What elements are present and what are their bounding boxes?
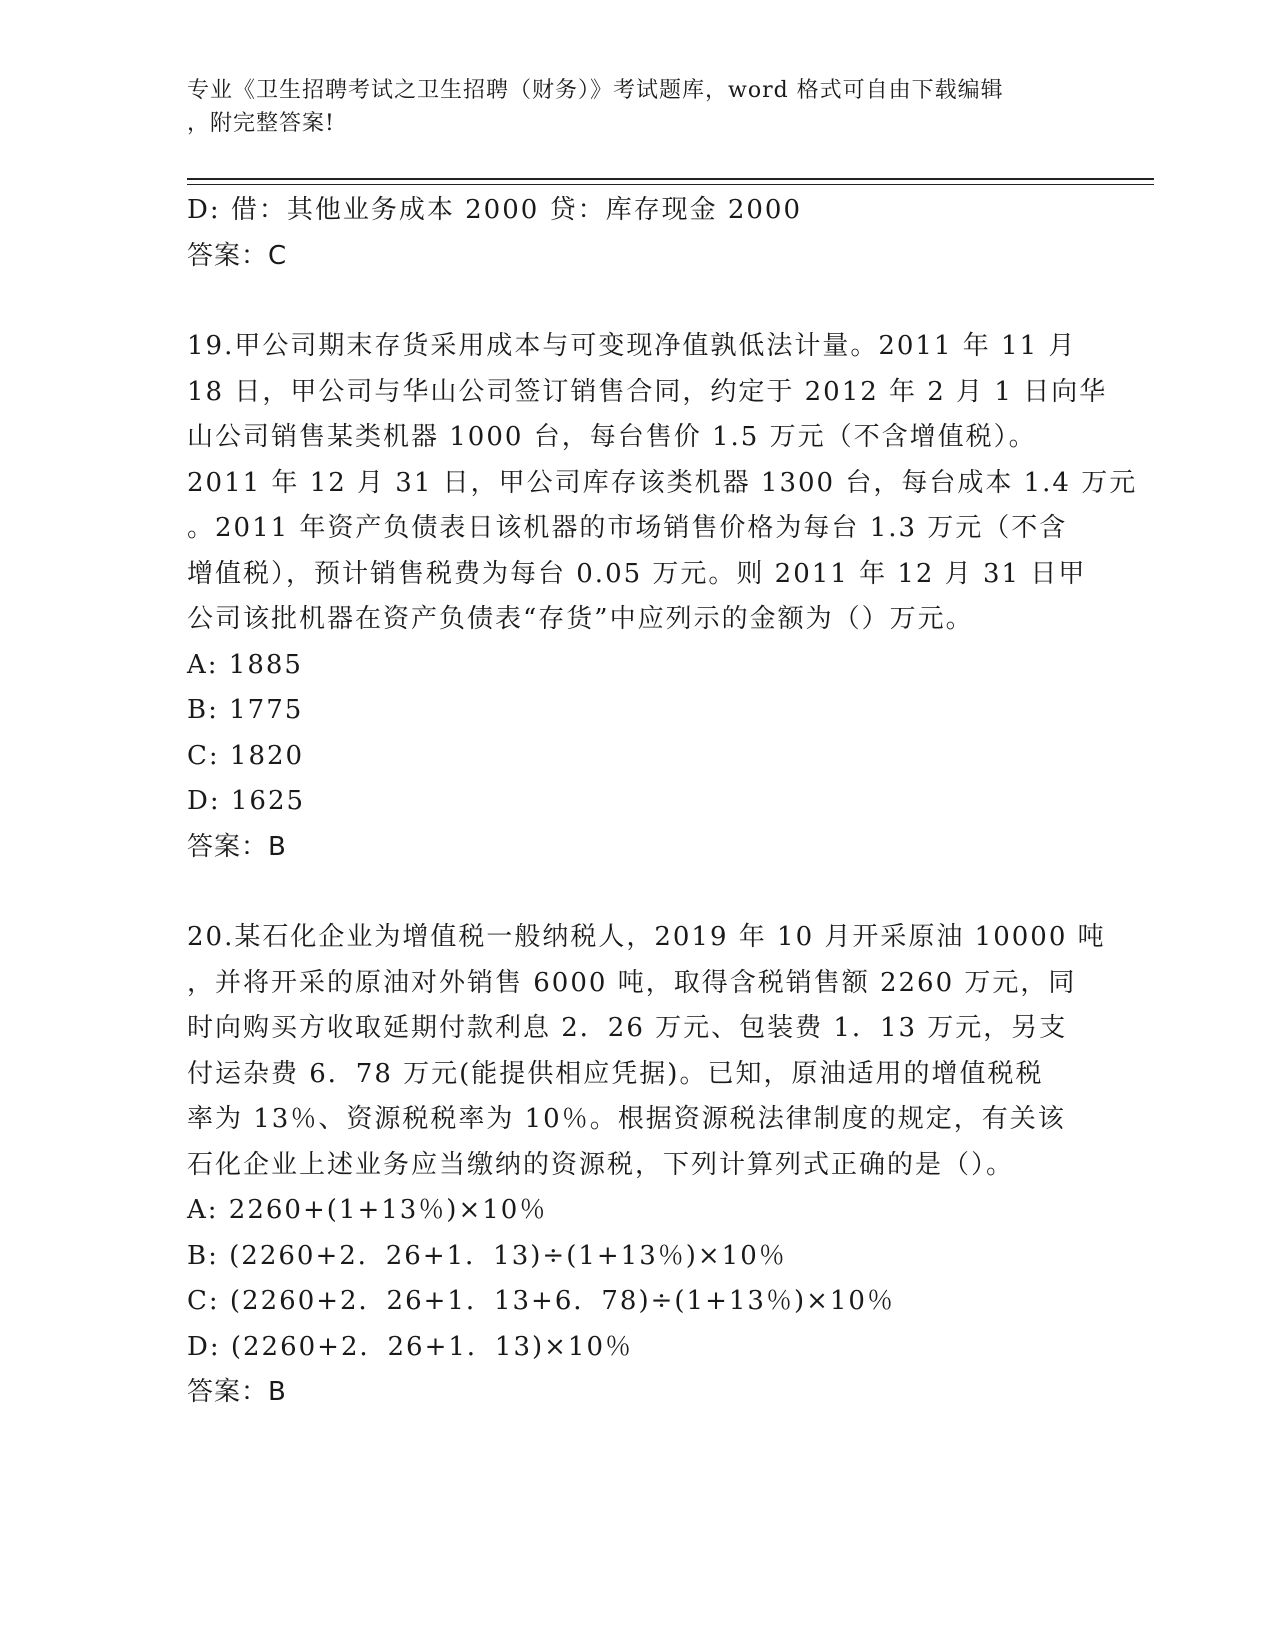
question-text-line: ，并将开采的原油对外销售 6000 吨，取得含税销售额 2260 万元，同 <box>187 967 1077 998</box>
previous-question-tail <box>187 188 1087 279</box>
question-text-line: 率为 13％、资源税税率为 10％。根据资源税法律制度的规定，有关该 <box>187 1104 1066 1134</box>
option-d: D: 1625 <box>187 786 306 816</box>
question-text-line: 2011 年 12 月 31 日，甲公司库存该类机器 1300 台，每台成本 1.4 万元 <box>187 467 1138 498</box>
question-text-line: 。2011 年资产负债表日该机器的市场销售价格为每台 1.3 万元（不含 <box>187 513 1068 543</box>
option-b: B: 1775 <box>187 695 304 725</box>
option-a: A: 2260+(1+13％)×10％ <box>187 1195 548 1225</box>
header-line-1: 专业《卫生招聘考试之卫生招聘（财务）》考试题库，word 格式可自由下载编辑 <box>187 78 1004 103</box>
question-text-line: 公司该批机器在资产负债表“存货”中应列示的金额为（）万元。 <box>187 604 974 634</box>
question-19 <box>187 324 1138 870</box>
header-line-2: ，附完整答案! <box>187 111 335 136</box>
option-b: B: (2260+2．26+1．13)÷(1+13％)×10％ <box>187 1240 787 1271</box>
answer-line: 答案：B <box>187 831 287 862</box>
spacer <box>187 870 1087 915</box>
question-text-line: 19.甲公司期末存货采用成本与可变现净值孰低法计量。2011 年 11 月 <box>187 331 1077 361</box>
document-body <box>187 188 1138 1416</box>
question-text-line: 山公司销售某类机器 1000 台，每台售价 1.5 万元（不含增值税）。 <box>187 422 1037 452</box>
page-header <box>187 74 1067 140</box>
answer-line: 答案：C <box>187 240 288 271</box>
question-text-line: 增值税），预计销售税费为每台 0.05 万元。则 2011 年 12 月 31 日甲 <box>187 558 1087 589</box>
header-divider-thick <box>187 178 1154 180</box>
option-c: C: 1820 <box>187 740 305 771</box>
question-20 <box>187 915 1106 1416</box>
header-divider-thin <box>187 184 1154 185</box>
option-d: D: 借：其他业务成本 2000 贷：库存现金 2000 <box>187 195 803 225</box>
question-text-line: 石化企业上述业务应当缴纳的资源税，下列计算列式正确的是（）。 <box>187 1149 1015 1180</box>
option-a: A: 1885 <box>187 649 303 680</box>
question-text-line: 付运杂费 6．78 万元(能提供相应凭据)。已知，原油适用的增值税税 <box>187 1058 1044 1089</box>
question-text-line: 20.某石化企业为增值税一般纳税人，2019 年 10 月开采原油 10000 吨 <box>187 922 1106 952</box>
option-c: C: (2260+2．26+1．13+6．78)÷(1+13％)×10％ <box>187 1286 895 1316</box>
question-text-line: 18 日，甲公司与华山公司签订销售合同，约定于 2012 年 2 月 1 日向华 <box>187 376 1108 407</box>
spacer <box>187 279 1087 324</box>
answer-line: 答案：B <box>187 1377 287 1407</box>
option-d: D: (2260+2．26+1．13)×10％ <box>187 1331 634 1362</box>
question-text-line: 时向购买方收取延期付款利息 2．26 万元、包装费 1．13 万元，另支 <box>187 1013 1068 1043</box>
